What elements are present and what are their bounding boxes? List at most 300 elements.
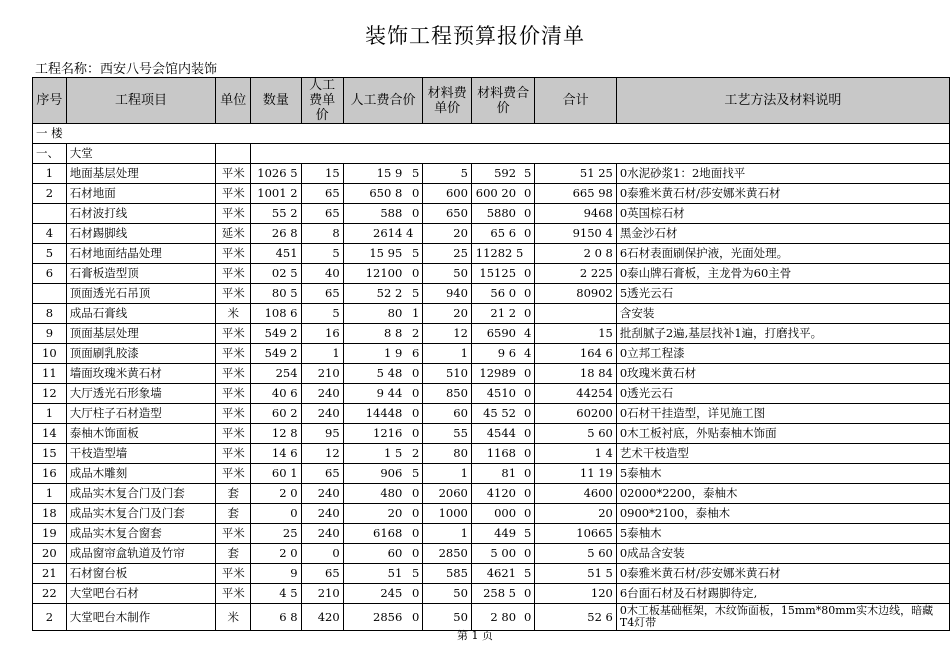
- cell-desc: 02000*2200，泰柚木: [616, 484, 949, 504]
- mat-total-suffix: 0: [524, 546, 532, 560]
- cell-seq: 1: [33, 164, 67, 184]
- table-row: [33, 364, 950, 384]
- mat-total-value: 15125: [479, 266, 517, 280]
- cell-seq: 6: [33, 264, 67, 284]
- cell-desc: 0透光云石: [616, 384, 949, 404]
- cell-sum-b: [535, 304, 617, 324]
- cell-labor-unit: 65: [301, 464, 343, 484]
- labor-total-value: 1 5: [383, 446, 403, 460]
- labor-total-suffix: 0: [411, 426, 420, 440]
- cell-desc: 6石材表面刷保护液，光面处理。: [616, 244, 949, 264]
- table-row: [33, 184, 950, 204]
- cell-mat-unit-b: 650: [423, 204, 472, 224]
- mat-total-value: 45 52: [483, 406, 517, 420]
- cell-sum-b: 164 6: [535, 344, 617, 364]
- cell-mat-total: [471, 404, 534, 424]
- cell-qty: 549 2: [251, 324, 301, 344]
- table-row: [33, 304, 950, 324]
- cell-mat-unit-b: 12: [423, 324, 472, 344]
- cell-labor-total: [343, 344, 423, 364]
- labor-total-value: 6168: [373, 526, 403, 540]
- cell-seq: 9: [33, 324, 67, 344]
- cell-unit: 米: [216, 604, 251, 631]
- cell-mat-total: [471, 304, 534, 324]
- cell-labor-total: [343, 504, 423, 524]
- cell-item: 石材波打线: [66, 204, 216, 224]
- table-row: [33, 264, 950, 284]
- cell-item: 大堂吧台石材: [66, 584, 216, 604]
- table-row: [33, 424, 950, 444]
- cell-mat-unit-b: 1000: [423, 504, 472, 524]
- cell-seq: 16: [33, 464, 67, 484]
- page-number: 第 1 页: [457, 629, 493, 642]
- mat-total-suffix: 5: [524, 566, 532, 580]
- mat-total-value: 81: [501, 466, 517, 480]
- table-row: [33, 204, 950, 224]
- mat-total-suffix: 4: [524, 346, 532, 360]
- cell-qty: 26 8: [251, 224, 301, 244]
- cell-mat-total: [471, 424, 534, 444]
- cell-labor-unit: 420: [301, 604, 343, 631]
- cell-labor-total: [343, 444, 423, 464]
- labor-total-suffix: 0: [411, 366, 420, 380]
- mat-total-suffix: 4: [524, 326, 532, 340]
- mat-total-suffix: 0: [524, 610, 532, 624]
- cell-labor-unit: 210: [301, 364, 343, 384]
- mat-total-suffix: 0: [524, 506, 532, 520]
- table-row: [33, 284, 950, 304]
- mat-total-suffix: 5: [524, 166, 532, 180]
- table-row: [33, 444, 950, 464]
- quote-table: [32, 77, 950, 631]
- cell-mat-unit-b: 20: [423, 304, 472, 324]
- cell-sum-b: 5 60: [535, 424, 617, 444]
- cell-mat-total: [471, 444, 534, 464]
- mat-total-suffix: 0: [524, 286, 532, 300]
- col-header-labor-unit: 人工费单价: [301, 78, 343, 124]
- cell-unit: 平米: [216, 184, 251, 204]
- cell-qty: 6 8: [251, 604, 301, 631]
- cell-desc: 0玫瑰米黄石材: [616, 364, 949, 384]
- cell-sum-b: 1 4: [535, 444, 617, 464]
- labor-total-value: 12100: [365, 266, 403, 280]
- cell-seq: 19: [33, 524, 67, 544]
- cell-mat-total: [471, 484, 534, 504]
- labor-total-suffix: 5: [411, 166, 420, 180]
- mat-total-value: 1168: [486, 446, 517, 460]
- cell-labor-unit: 5: [301, 304, 343, 324]
- cell-seq: 1: [33, 484, 67, 504]
- cell-labor-total: [343, 304, 423, 324]
- cell-labor-unit: 95: [301, 424, 343, 444]
- cell-labor-unit: 240: [301, 384, 343, 404]
- cell-unit: 套: [216, 484, 251, 504]
- cell-labor-unit: 16: [301, 324, 343, 344]
- cell-labor-total: [343, 284, 423, 304]
- table-row: [33, 404, 950, 424]
- cell-item: 泰柚木饰面板: [66, 424, 216, 444]
- table-row: [33, 584, 950, 604]
- cell-labor-total: [343, 224, 423, 244]
- cell-sum-b: 52 6: [535, 604, 617, 631]
- cell-mat-unit-b: 1: [423, 344, 472, 364]
- mat-total-value: 258 5: [483, 586, 517, 600]
- table-row: [33, 224, 950, 244]
- cell-seq: 21: [33, 564, 67, 584]
- cell-mat-total: [471, 284, 534, 304]
- mat-total-value: 11282 5: [475, 246, 524, 260]
- cell-unit: 平米: [216, 244, 251, 264]
- cell-seq: [33, 284, 67, 304]
- labor-total-suffix: 1: [411, 306, 420, 320]
- cell-labor-unit: 240: [301, 504, 343, 524]
- mat-total-value: 449: [494, 526, 517, 540]
- cell-item: 成品实木复合窗套: [66, 524, 216, 544]
- mat-total-suffix: 0: [524, 486, 532, 500]
- cell-labor-total: [343, 584, 423, 604]
- cell-labor-total: [343, 164, 423, 184]
- cell-qty: 80 5: [251, 284, 301, 304]
- mat-total-suffix: 0: [524, 306, 532, 320]
- table-row: [33, 324, 950, 344]
- labor-total-value: 2614 4: [373, 226, 414, 240]
- cell-sum-b: 51 25: [535, 164, 617, 184]
- cell-unit: 延米: [216, 224, 251, 244]
- cell-unit: 套: [216, 544, 251, 564]
- cell-qty: 108 6: [251, 304, 301, 324]
- cell-mat-total: [471, 224, 534, 244]
- cell-qty: 451: [251, 244, 301, 264]
- cell-mat-unit-b: 60: [423, 404, 472, 424]
- section-row: [33, 124, 950, 144]
- mat-total-value: 9 6: [497, 346, 517, 360]
- cell-desc: 0900*2100，泰柚木: [616, 504, 949, 524]
- table-row: [33, 484, 950, 504]
- cell-seq: 2: [33, 184, 67, 204]
- cell-labor-total: [343, 364, 423, 384]
- cell-mat-total: [471, 364, 534, 384]
- labor-total-suffix: 0: [411, 206, 420, 220]
- cell-item: 地面基层处理: [66, 164, 216, 184]
- cell-mat-total: [471, 264, 534, 284]
- table-row: [33, 164, 950, 184]
- cell-mat-unit-b: 50: [423, 264, 472, 284]
- cell-desc: 黑金沙石材: [616, 224, 949, 244]
- cell-item: 干枝造型墙: [66, 444, 216, 464]
- cell-sum-b: 665 98: [535, 184, 617, 204]
- cell-qty: 2 0: [251, 544, 301, 564]
- labor-total-suffix: 0: [411, 406, 420, 420]
- cell-labor-unit: 65: [301, 204, 343, 224]
- labor-total-suffix: 6: [411, 346, 420, 360]
- labor-total-value: 15 95: [369, 246, 403, 260]
- mat-total-suffix: 0: [524, 366, 532, 380]
- cell-labor-unit: 40: [301, 264, 343, 284]
- cell-sum-b: 2 0 8: [535, 244, 617, 264]
- cell-labor-unit: 12: [301, 444, 343, 464]
- mat-total-suffix: 0: [524, 226, 532, 240]
- cell-unit: 平米: [216, 164, 251, 184]
- cell-labor-total: [343, 384, 423, 404]
- cell-mat-total: [471, 244, 534, 264]
- cell-mat-unit-b: 940: [423, 284, 472, 304]
- cell-desc: 0泰山牌石膏板，主龙骨为60主骨: [616, 264, 949, 284]
- cell-sum-b: 20: [535, 504, 617, 524]
- mat-total-value: 12989: [479, 366, 517, 380]
- cell-item: 顶面刷乳胶漆: [66, 344, 216, 364]
- cell-sum-b: 15: [535, 324, 617, 344]
- cell-qty: 1026 5: [251, 164, 301, 184]
- cell-labor-total: [343, 184, 423, 204]
- cell-sum-b: 44254: [535, 384, 617, 404]
- labor-total-value: 588: [380, 206, 403, 220]
- mat-total-value: 4621: [486, 566, 517, 580]
- cell-item: 顶面基层处理: [66, 324, 216, 344]
- cell-item: 大厅透光石形象墙: [66, 384, 216, 404]
- mat-total-value: 6590: [486, 326, 517, 340]
- subsection-name: 大堂: [66, 144, 216, 164]
- cell-desc: 0水泥砂浆1：2地面找平: [616, 164, 949, 184]
- mat-total-value: 600 20: [475, 186, 517, 200]
- cell-desc: 6台面石材及石材踢脚待定,: [616, 584, 949, 604]
- cell-seq: 11: [33, 364, 67, 384]
- cell-mat-unit-b: 2850: [423, 544, 472, 564]
- labor-total-value: 15 9: [376, 166, 403, 180]
- labor-total-suffix: 0: [411, 266, 420, 280]
- mat-total-value: 21 2: [490, 306, 517, 320]
- cell-unit: 平米: [216, 404, 251, 424]
- cell-unit: 平米: [216, 584, 251, 604]
- labor-total-suffix: 5: [411, 566, 420, 580]
- labor-total-suffix: 0: [411, 186, 420, 200]
- header-row: [33, 78, 950, 124]
- cell-mat-total: [471, 164, 534, 184]
- col-header-desc: 工艺方法及材料说明: [616, 78, 949, 124]
- cell-qty: 25: [251, 524, 301, 544]
- cell-seq: 8: [33, 304, 67, 324]
- cell-mat-total: [471, 344, 534, 364]
- cell-desc: 0泰雅米黄石材/莎安娜米黄石材: [616, 564, 949, 584]
- cell-sum-b: 18 84: [535, 364, 617, 384]
- cell-labor-total: [343, 424, 423, 444]
- cell-desc: 5泰柚木: [616, 524, 949, 544]
- cell-qty: 4 5: [251, 584, 301, 604]
- cell-labor-total: [343, 484, 423, 504]
- cell-mat-unit-b: 5: [423, 164, 472, 184]
- col-header-qty: 数量: [251, 78, 301, 124]
- cell-qty: 1001 2: [251, 184, 301, 204]
- cell-sum-b: 9150 4: [535, 224, 617, 244]
- cell-seq: 12: [33, 384, 67, 404]
- col-header-sum: 合计: [535, 78, 617, 124]
- cell-mat-unit-b: 600: [423, 184, 472, 204]
- labor-total-suffix: 2: [411, 446, 420, 460]
- cell-desc: 0成品含安装: [616, 544, 949, 564]
- subsection-row: [33, 144, 950, 164]
- labor-total-value: 245: [380, 586, 403, 600]
- mat-total-suffix: 0: [524, 446, 532, 460]
- labor-total-suffix: 0: [411, 386, 420, 400]
- mat-total-value: 592: [494, 166, 517, 180]
- mat-total-suffix: 0: [524, 466, 532, 480]
- cell-item: 石材地面结晶处理: [66, 244, 216, 264]
- cell-mat-unit-b: 2060: [423, 484, 472, 504]
- cell-desc: 批刮腻子2遍,基层找补1遍，打磨找平。: [616, 324, 949, 344]
- mat-total-suffix: 0: [524, 386, 532, 400]
- mat-total-suffix: 0: [524, 426, 532, 440]
- col-header-unit: 单位: [216, 78, 251, 124]
- cell-labor-unit: 240: [301, 404, 343, 424]
- page-title: 装饰工程预算报价清单: [365, 24, 585, 48]
- labor-total-suffix: 0: [411, 506, 420, 520]
- cell-labor-unit: 0: [301, 544, 343, 564]
- labor-total-value: 14448: [365, 406, 403, 420]
- cell-mat-total: [471, 384, 534, 404]
- cell-labor-total: [343, 324, 423, 344]
- cell-mat-total: [471, 204, 534, 224]
- cell-mat-unit-b: 585: [423, 564, 472, 584]
- cell-unit: 平米: [216, 524, 251, 544]
- labor-total-suffix: 0: [411, 546, 420, 560]
- cell-desc: 艺术干枝造型: [616, 444, 949, 464]
- cell-seq: 14: [33, 424, 67, 444]
- mat-total-value: 5 00: [490, 546, 517, 560]
- cell-mat-unit-b: 1: [423, 524, 472, 544]
- table-row: [33, 544, 950, 564]
- cell-item: 成品实木复合门及门套: [66, 484, 216, 504]
- cell-desc: 0英国棕石材: [616, 204, 949, 224]
- cell-item: 石材窗台板: [66, 564, 216, 584]
- cell-qty: 55 2: [251, 204, 301, 224]
- cell-seq: 22: [33, 584, 67, 604]
- cell-qty: 14 6: [251, 444, 301, 464]
- cell-desc: 含安装: [616, 304, 949, 324]
- cell-seq: 4: [33, 224, 67, 244]
- cell-item: 成品实木复合门及门套: [66, 504, 216, 524]
- cell-desc: 0木工板基础框架，木纹饰面板，15mm*80mm实木边线，暗藏T4灯带: [616, 604, 949, 631]
- cell-item: 大堂吧台木制作: [66, 604, 216, 631]
- cell-item: 顶面透光石吊顶: [66, 284, 216, 304]
- cell-qty: 254: [251, 364, 301, 384]
- cell-sum-b: 5 60: [535, 544, 617, 564]
- mat-total-value: 4544: [486, 426, 517, 440]
- table-row: [33, 524, 950, 544]
- cell-mat-unit-b: 55: [423, 424, 472, 444]
- cell-seq: [33, 204, 67, 224]
- labor-total-suffix: 0: [411, 610, 420, 624]
- cell-labor-unit: 210: [301, 584, 343, 604]
- labor-total-suffix: 0: [411, 526, 420, 540]
- cell-labor-unit: 240: [301, 524, 343, 544]
- cell-sum-b: 10665: [535, 524, 617, 544]
- cell-qty: 9: [251, 564, 301, 584]
- cell-unit: 平米: [216, 284, 251, 304]
- labor-total-value: 650 8: [369, 186, 403, 200]
- cell-mat-unit-b: 80: [423, 444, 472, 464]
- table-row: [33, 344, 950, 364]
- table-row: [33, 244, 950, 264]
- cell-seq: 5: [33, 244, 67, 264]
- cell-item: 成品窗帘盒轨道及竹帘: [66, 544, 216, 564]
- subsection-seq: 一、: [33, 144, 67, 164]
- cell-sum-b: 11 19: [535, 464, 617, 484]
- cell-seq: 1: [33, 404, 67, 424]
- labor-total-value: 8 8: [383, 326, 403, 340]
- mat-total-suffix: 0: [524, 186, 532, 200]
- cell-qty: 60 2: [251, 404, 301, 424]
- cell-item: 石膏板造型顶: [66, 264, 216, 284]
- cell-seq: 18: [33, 504, 67, 524]
- mat-total-suffix: 0: [524, 406, 532, 420]
- section-label: 一 楼: [33, 124, 950, 144]
- labor-total-value: 80: [387, 306, 403, 320]
- mat-total-suffix: 5: [524, 526, 532, 540]
- cell-unit: 平米: [216, 324, 251, 344]
- cell-qty: 40 6: [251, 384, 301, 404]
- labor-total-suffix: 0: [411, 486, 420, 500]
- labor-total-value: 51: [387, 566, 403, 580]
- cell-labor-unit: 1: [301, 344, 343, 364]
- cell-item: 石材踢脚线: [66, 224, 216, 244]
- cell-unit: 平米: [216, 364, 251, 384]
- labor-total-suffix: 5: [411, 246, 420, 260]
- cell-mat-total: [471, 584, 534, 604]
- cell-labor-total: [343, 564, 423, 584]
- cell-item: 大厅柱子石材造型: [66, 404, 216, 424]
- project-name: 工程名称：西安八号会馆内装饰: [35, 62, 218, 77]
- cell-desc: 5透光云石: [616, 284, 949, 304]
- labor-total-value: 906: [380, 466, 403, 480]
- labor-total-value: 20: [387, 506, 403, 520]
- table-row: [33, 464, 950, 484]
- cell-unit: 平米: [216, 204, 251, 224]
- cell-qty: 0: [251, 504, 301, 524]
- cell-labor-unit: 8: [301, 224, 343, 244]
- cell-unit: 平米: [216, 444, 251, 464]
- cell-item: 成品木雕刻: [66, 464, 216, 484]
- cell-labor-total: [343, 544, 423, 564]
- cell-labor-unit: 240: [301, 484, 343, 504]
- cell-mat-unit-b: 50: [423, 604, 472, 631]
- col-header-seq: 序号: [33, 78, 67, 124]
- cell-sum-b: 2 225: [535, 264, 617, 284]
- mat-total-value: 5880: [486, 206, 517, 220]
- mat-total-value: 2 80: [490, 610, 517, 624]
- cell-desc: 0立邦工程漆: [616, 344, 949, 364]
- cell-unit: 套: [216, 504, 251, 524]
- cell-labor-unit: 15: [301, 164, 343, 184]
- cell-sum-b: 51 5: [535, 564, 617, 584]
- cell-sum-b: 4600: [535, 484, 617, 504]
- cell-labor-unit: 5: [301, 244, 343, 264]
- cell-desc: 0木工板衬底，外贴泰柚木饰面: [616, 424, 949, 444]
- cell-seq: 2: [33, 604, 67, 631]
- cell-mat-total: [471, 184, 534, 204]
- cell-unit: 平米: [216, 464, 251, 484]
- empty-cell: [216, 144, 251, 164]
- cell-seq: 15: [33, 444, 67, 464]
- cell-labor-unit: 65: [301, 564, 343, 584]
- cell-labor-total: [343, 464, 423, 484]
- cell-mat-unit-b: 20: [423, 224, 472, 244]
- cell-sum-b: 60200: [535, 404, 617, 424]
- labor-total-value: 2856: [373, 610, 403, 624]
- labor-total-value: 60: [387, 546, 403, 560]
- cell-sum-b: 9468: [535, 204, 617, 224]
- cell-mat-unit-b: 1: [423, 464, 472, 484]
- mat-total-value: 4510: [486, 386, 517, 400]
- cell-qty: 549 2: [251, 344, 301, 364]
